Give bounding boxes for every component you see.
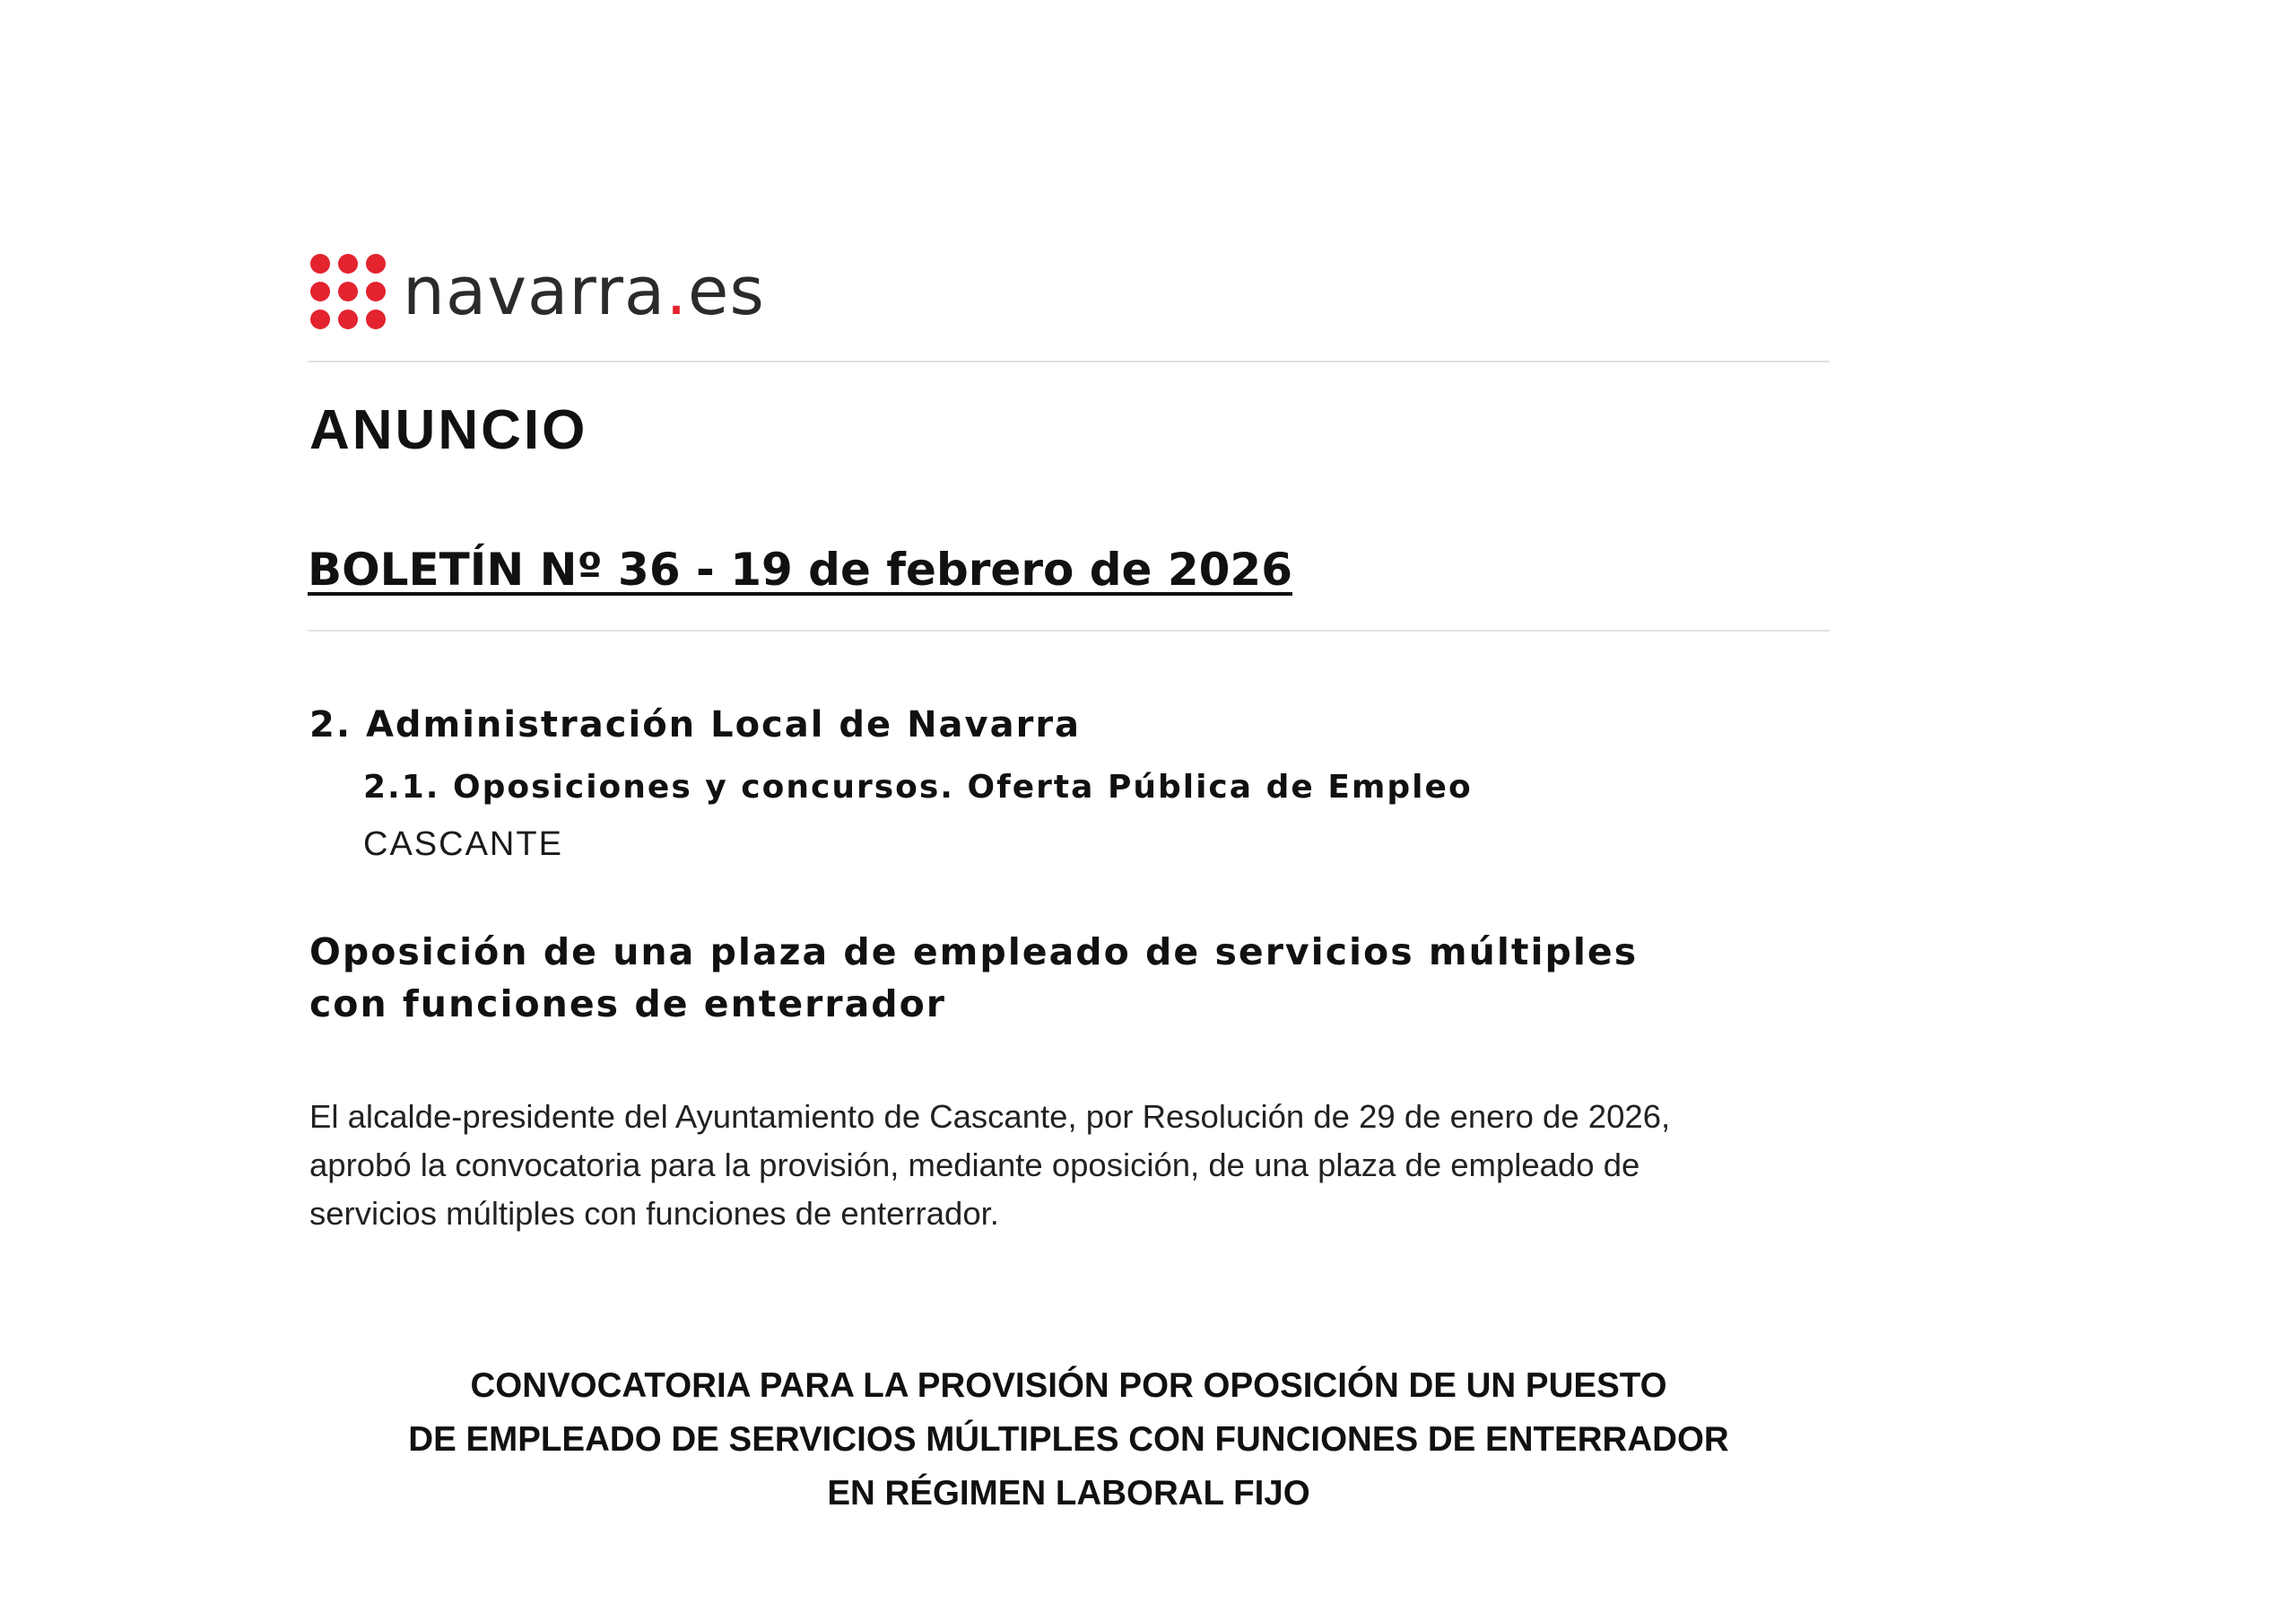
announcement-body-line: servicios múltiples con funciones de enterrador.: [309, 1195, 999, 1232]
navarra-dots-logo-icon: [308, 251, 388, 332]
convocatoria-line: CONVOCATORIA PARA LA PROVISIÓN POR OPOSICIÓN DE UN PUESTO: [470, 1366, 1667, 1405]
bulletin-divider: [308, 630, 1830, 632]
announcement-body-line: El alcalde-presidente del Ayuntamiento de Cascante, por Resolución de 29 de enero de 2026,: [309, 1098, 1671, 1135]
announcement-title-line: con funciones de enterrador: [309, 982, 947, 1025]
logo-dot: .: [665, 253, 688, 330]
announcement-title: [309, 926, 1834, 1030]
section-heading: 2. Administración Local de Navarra: [309, 704, 1082, 745]
top-divider: [308, 361, 1830, 362]
convocatoria-line: DE EMPLEADO DE SERVICIOS MÚLTIPLES CON FUNCIONES DE ENTERRADOR: [408, 1420, 1729, 1459]
announcement-body-line: aprobó la convocatoria para la provisión, mediante oposición, de una plaza de empleado de: [309, 1147, 1640, 1183]
subsection-heading: 2.1. Oposiciones y concursos. Oferta Pública de Empleo: [363, 769, 1473, 806]
logo-tld: es: [687, 253, 765, 330]
bulletin-link[interactable]: BOLETÍN Nº 36 - 19 de febrero de 2026: [308, 544, 1292, 596]
announcement-title-line: Oposición de una plaza de empleado de servicios múltiples: [309, 930, 1639, 973]
announcement-body: [309, 1093, 1834, 1238]
page-heading: ANUNCIO: [309, 399, 588, 461]
logo-wordmark: [403, 251, 765, 332]
convocatoria-heading: [308, 1359, 1830, 1521]
convocatoria-line: EN RÉGIMEN LABORAL FIJO: [827, 1474, 1310, 1513]
entity-name: CASCANTE: [363, 825, 563, 863]
logo-name: navarra: [403, 253, 666, 330]
site-logo[interactable]: [308, 251, 765, 332]
